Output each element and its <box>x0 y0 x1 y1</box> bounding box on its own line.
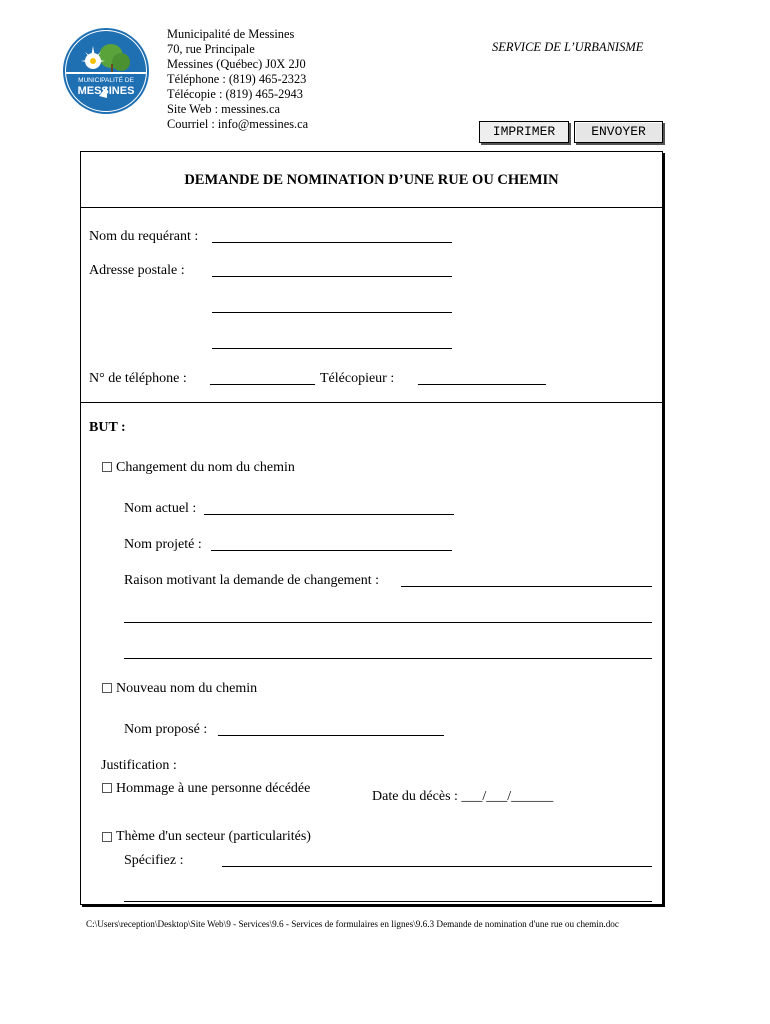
phone-label: N° de téléphone : <box>89 371 187 386</box>
new-name-checkbox[interactable] <box>102 683 112 693</box>
change-name-label: Changement du nom du chemin <box>116 460 295 475</box>
justification-label: Justification : <box>101 758 177 773</box>
requester-field[interactable] <box>212 242 452 243</box>
projected-name-field[interactable] <box>211 550 452 551</box>
requester-label: Nom du requérant : <box>89 229 199 244</box>
change-name-checkbox[interactable] <box>102 462 112 472</box>
reason-field-1[interactable] <box>401 586 652 587</box>
reason-field-3[interactable] <box>124 658 652 659</box>
tribute-label: Hommage à une personne décédée <box>116 781 311 796</box>
death-date-field[interactable]: ___/___/______ <box>461 789 554 804</box>
logo-text-bottom: MESSINES <box>77 85 135 97</box>
specify-field-1[interactable] <box>222 866 652 867</box>
contact-line: Téléphone : (819) 465-2323 <box>167 72 307 86</box>
specify-label: Spécifiez : <box>124 853 184 868</box>
proposed-name-field[interactable] <box>218 735 444 736</box>
service-name: SERVICE DE L’URBANISME <box>492 40 644 54</box>
death-date-label <box>372 789 553 805</box>
projected-name-label: Nom projeté : <box>124 537 202 552</box>
contact-line: Messines (Québec) J0X 2J0 <box>167 57 306 71</box>
phone-field[interactable] <box>210 384 315 385</box>
reason-label: Raison motivant la demande de changement : <box>124 573 380 588</box>
section-divider <box>80 402 663 403</box>
contact-line: Télécopie : (819) 465-2943 <box>167 87 303 101</box>
fax-label: Télécopieur : <box>320 371 395 386</box>
contact-line: Municipalité de Messines <box>167 27 295 41</box>
theme-label: Thème d'un secteur (particularités) <box>116 829 311 844</box>
current-name-label: Nom actuel : <box>124 501 197 516</box>
print-button[interactable]: IMPRIMER <box>479 121 569 143</box>
address-label: Adresse postale : <box>89 263 185 278</box>
reason-field-2[interactable] <box>124 622 652 623</box>
new-name-label: Nouveau nom du chemin <box>116 681 258 696</box>
proposed-name-label: Nom proposé : <box>124 722 208 737</box>
send-button[interactable]: ENVOYER <box>574 121 663 143</box>
contact-line: Courriel : info@messines.ca <box>167 117 309 131</box>
address-field-1[interactable] <box>212 276 452 277</box>
tribute-checkbox[interactable] <box>102 783 112 793</box>
theme-checkbox[interactable] <box>102 832 112 842</box>
but-label: BUT : <box>89 420 126 435</box>
address-field-3[interactable] <box>212 348 452 349</box>
address-field-2[interactable] <box>212 312 452 313</box>
title-divider <box>80 207 663 208</box>
death-date-label-text: Date du décès : <box>372 789 458 804</box>
contact-line: 70, rue Principale <box>167 42 255 56</box>
file-path-footer: C:\Users\reception\Desktop\Site Web\9 - Services\9.6 - Services de formulaires en lignes\9.6.3 Demande de nomination d'une rue ou chemin.doc <box>86 919 619 929</box>
contact-block <box>167 27 308 132</box>
specify-field-2[interactable] <box>124 901 652 902</box>
logo-text-top: MUNICIPALITÉ DE <box>78 77 134 84</box>
current-name-field[interactable] <box>204 514 454 515</box>
form-title: DEMANDE DE NOMINATION D’UNE RUE OU CHEMIN <box>184 172 559 188</box>
municipality-logo <box>63 28 149 114</box>
fax-field[interactable] <box>418 384 546 385</box>
contact-line: Site Web : messines.ca <box>167 102 281 116</box>
